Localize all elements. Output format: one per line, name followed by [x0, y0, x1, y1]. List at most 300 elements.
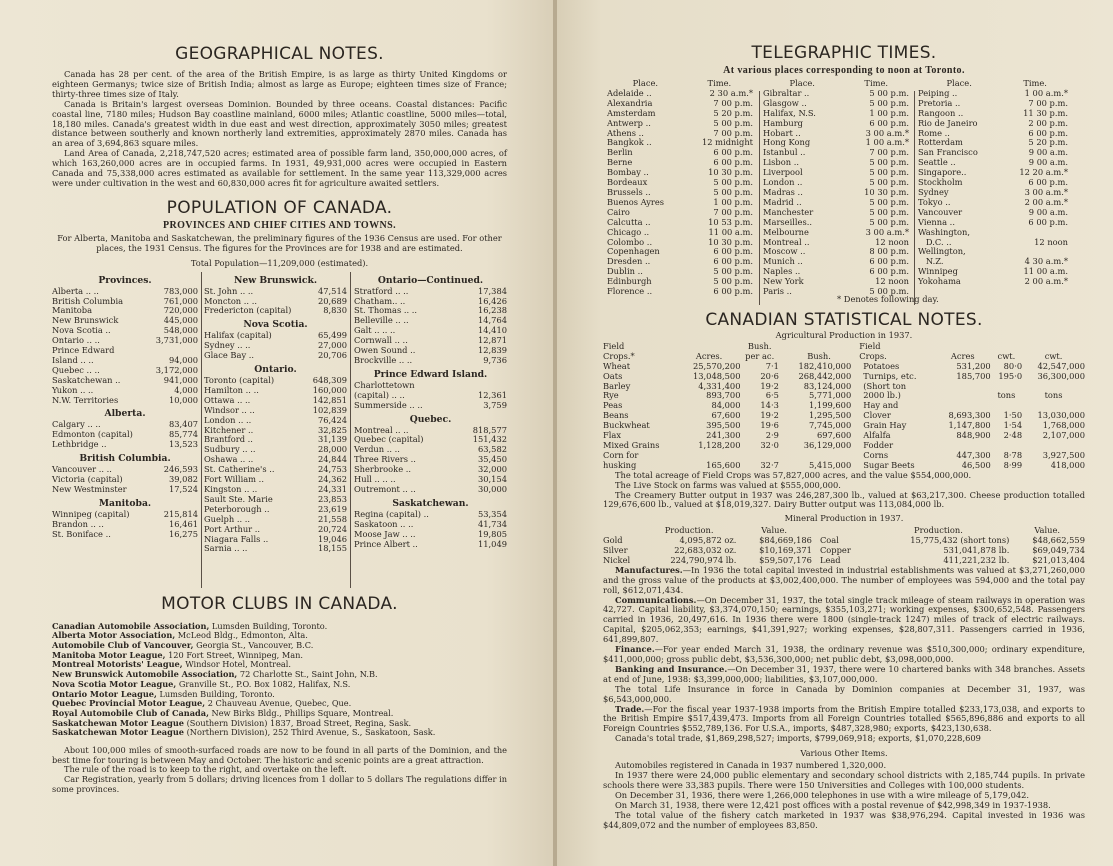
- population-value: 13,523: [168, 439, 198, 450]
- population-value: 8,830: [323, 305, 347, 316]
- mineral-cell: 15,775,432 (short tons): [910, 535, 1010, 546]
- place-name: Moose Jaw .. ..: [354, 528, 416, 539]
- place-name: Charlottetown: [354, 379, 415, 390]
- geographical-title: GEOGRAPHICAL NOTES.: [175, 44, 384, 64]
- place-name: Lethbridge ..: [52, 439, 107, 450]
- place-name: Ottawa .. ..: [204, 394, 251, 405]
- place-name: Summerside .. ..: [354, 399, 423, 410]
- agri-header-cell: Acres: [950, 350, 975, 361]
- population-value: 151,432: [472, 434, 507, 445]
- agri-header-cell: Crops.*: [603, 350, 635, 361]
- telegraph-time: 5 00 p.m.: [869, 206, 909, 217]
- place-name: Winnipeg (capital): [52, 508, 130, 519]
- population-row: [204, 306, 347, 316]
- agri-cell: 395,500: [706, 420, 741, 431]
- telegraph-place: Bangkok ..: [607, 137, 652, 148]
- place-name: St. Catherine's ..: [204, 464, 275, 475]
- place-name: Brantford ..: [204, 434, 253, 445]
- telegraphic-times: [603, 43, 1085, 307]
- agri-note: The Live Stock on farms was valued at $555,000,000.: [615, 479, 841, 490]
- mineral-cell: $21,013,404: [1032, 554, 1085, 565]
- mineral-header-cell: Production.: [664, 525, 714, 536]
- motor-note: Car Registration, yearly from 5 dollars; driving licences from 1 dollar to 5 dollars The regulations differ in some provinces.: [52, 774, 507, 794]
- telegraph-time: 12 midnight: [701, 137, 753, 148]
- agri-cell: 185,700: [956, 370, 991, 381]
- telegraph-time: 5 20 p.m.: [1028, 137, 1068, 148]
- agri-cell: 13,030,000: [1037, 410, 1085, 421]
- statistics-paragraph: [603, 566, 1085, 596]
- agri-cell: Mixed Grains: [603, 439, 660, 450]
- telegraph-time: 5 00 p.m.: [713, 186, 753, 197]
- telegraph-place: Lisbon ..: [763, 157, 799, 168]
- telegraph-place: Bordeaux: [607, 177, 648, 188]
- motor-club-address: Granville St., P.O. Box 1082, Halifax, N.S.: [176, 678, 351, 689]
- population-value: 16,238: [477, 305, 507, 316]
- region-heading: New Brunswick.: [233, 274, 318, 286]
- agri-cell: 1,147,800: [948, 420, 991, 431]
- population-title: POPULATION OF CANADA.: [166, 197, 393, 218]
- place-name: St. Thomas .. ..: [354, 305, 418, 316]
- agri-cell: 46,500: [961, 459, 991, 470]
- mineral-cell: 22,683,032 oz.: [674, 545, 737, 556]
- population-value: 16,275: [168, 528, 198, 539]
- telegraph-time: 12 noon: [1034, 236, 1068, 247]
- agri-cell: 8,693,300: [948, 410, 991, 421]
- mineral-cell: $59,507,176: [759, 554, 812, 565]
- place-name: Saskatoon .. ..: [354, 518, 414, 529]
- agri-cell: 2·48: [1003, 430, 1023, 441]
- place-name: Yukon .. ..: [52, 384, 94, 395]
- agri-header-cell: Bush.: [747, 340, 772, 351]
- region-heading: Alberta.: [104, 408, 146, 420]
- telegraph-place: Winnipeg: [918, 266, 958, 277]
- place-name: Sydney .. ..: [204, 340, 251, 351]
- population-value: 23,619: [317, 503, 347, 514]
- agri-cell: Rye: [603, 390, 619, 401]
- agri-cell: Corn for: [603, 449, 639, 460]
- population-value: 17,384: [477, 285, 507, 296]
- geographical-notes: [52, 44, 507, 189]
- geo-paragraph: Canada has 28 per cent. of the area of the British Empire, is as large as thirty United Kingdoms or eighteen Germanys; twice size of British India; almost as large as Europe; eighteen times size of France; thirty-three times size of Italy.: [52, 69, 507, 99]
- telegraph-time: 12 noon: [875, 236, 909, 247]
- telegraph-time: 6 00 p.m.: [869, 266, 909, 277]
- telegraph-place: Rotterdam: [918, 137, 963, 148]
- agri-cell: Alfalfa: [863, 430, 891, 441]
- paragraph-lead: Manufactures.: [615, 564, 683, 575]
- telegraph-place: Hobart ..: [763, 127, 801, 138]
- motor-note: About 100,000 miles of smooth-surfaced roads are now to be found in all parts of the Dominion, and the best time for touring is between May and October. The historic and scenic points are a great attraction.: [52, 745, 507, 765]
- telegraph-time: 7 00 p.m.: [713, 127, 753, 138]
- population-value: 14,410: [477, 325, 507, 336]
- telegraph-time: 5 00 p.m.: [869, 87, 909, 98]
- telegraph-time: 1 00 p.m.: [713, 196, 753, 207]
- mineral-cell: Silver: [603, 545, 628, 556]
- agri-cell: 241,300: [706, 430, 741, 441]
- telegraph-time: 5 00 p.m.: [869, 167, 909, 178]
- population-section: [52, 198, 507, 590]
- other-item: Automobiles registered in Canada in 1937 numbered 1,320,000.: [615, 760, 887, 771]
- paragraph-lead: Finance.: [615, 644, 655, 655]
- region-heading: Provinces.: [98, 274, 152, 286]
- mineral-cell: 224,790,974 lb.: [670, 554, 737, 565]
- telegraph-place: Dublin ..: [607, 266, 643, 277]
- agri-cell: Potatoes: [863, 360, 900, 371]
- statistics-paragraph: [603, 645, 1085, 665]
- population-value: 83,407: [168, 419, 198, 430]
- place-name: Fort William ..: [204, 474, 264, 485]
- population-value: 783,000: [163, 285, 198, 296]
- motor-club-address: McLeod Bldg., Edmonton, Alta.: [175, 630, 308, 641]
- motor-club-name: Saskatchewan Motor League: [52, 717, 184, 728]
- population-section-heading: [204, 272, 347, 287]
- telegraph-place: Munich ..: [763, 256, 803, 267]
- place-name: Regina (capital) ..: [354, 508, 429, 519]
- statistics-paragraph: [603, 596, 1085, 646]
- telegraph-place: Brussels ..: [607, 186, 651, 197]
- telegraph-time: 4 30 a.m.*: [1024, 256, 1068, 267]
- motor-clubs-section: [52, 594, 507, 795]
- population-row: [52, 440, 198, 450]
- telegraph-place: Vancouver: [918, 206, 963, 217]
- telegraph-time: 12 noon: [875, 276, 909, 287]
- agri-cell: Beans: [603, 410, 629, 421]
- statistics-paragraph: [603, 665, 1085, 685]
- place-name: Oshawa .. ..: [204, 454, 254, 465]
- motor-club-address: New Birks Bldg., Phillips Square, Montreal.: [208, 707, 394, 718]
- population-value: 85,774: [168, 429, 198, 440]
- other-item: On December 31, 1936, there were 1,266,000 telephones in use with a wire mileage of 5,179,042.: [615, 789, 1030, 800]
- telegraph-time: 6 00 p.m.: [869, 256, 909, 267]
- motor-club-name: Quebec Provincial Motor League,: [52, 698, 206, 709]
- paragraph-text: Canada's total trade, $1,869,298,527; imports, $799,069,918; exports, $1,070,228,609: [615, 733, 981, 744]
- telegraph-time: 2 00 p.m.: [1028, 117, 1068, 128]
- motor-club-address: Windsor Hotel, Montreal.: [182, 659, 292, 670]
- agri-note: The Creamery Butter output in 1937 was 246,287,300 lb., valued at $63,217,300. Cheese production totalled 129,676,600 lb., valued at $18,019,327. Dairy Butter output was 113,084,000 lb.: [603, 489, 1085, 510]
- motor-club-address: Lumsden Building, Toronto.: [209, 620, 328, 631]
- region-heading: Saskatchewan.: [392, 497, 469, 509]
- telegraph-time: 6 00 p.m.: [1028, 216, 1068, 227]
- telegraph-place: Peiping ..: [918, 87, 958, 98]
- place-name: London .. ..: [204, 414, 252, 425]
- telegraph-time: 10 30 p.m.: [864, 186, 909, 197]
- population-value: 3,172,000: [155, 364, 198, 375]
- geo-paragraph: Land Area of Canada, 2,218,747,520 acres; estimated area of possible farm land, 350,000,000 acres, of which 163,260,000 acres are in occupied farms. In 1931, 49,931,000 acres were occupied in Eastern Canada and 75,338,000 acres estimated as available for settlement. In the same year 113,329,000 acres were under cultivation in the west and 60,830,000 acres fit for agriculture awaited settlers.: [52, 148, 507, 188]
- place-header: Place.: [632, 78, 659, 88]
- population-value: 102,839: [312, 404, 347, 415]
- agri-cell: 36,300,000: [1037, 370, 1085, 381]
- region-heading: Nova Scotia.: [243, 319, 308, 331]
- place-name: Stratford .. ..: [354, 285, 409, 296]
- telegraphic-title: TELEGRAPHIC TIMES.: [751, 43, 937, 63]
- agri-cell: Hay and: [863, 400, 899, 411]
- agri-cell: 165,600: [706, 459, 741, 470]
- motor-club-address: 2 Chauveau Avenue, Quebec, Que.: [205, 698, 352, 709]
- place-name: Sarnia .. ..: [204, 543, 248, 554]
- agri-cell: 1,199,600: [809, 400, 852, 411]
- telegraph-time: 5 00 p.m.: [869, 157, 909, 168]
- telegraph-time: 6 00 p.m.: [713, 147, 753, 158]
- place-header: Place.: [946, 78, 972, 88]
- place-name: Port Arthur ..: [204, 523, 261, 534]
- agri-header-cell: Bush.: [807, 350, 831, 361]
- telegraph-place: Rome ..: [918, 127, 950, 138]
- mineral-header-cell: Value.: [761, 525, 788, 536]
- mineral-table: [603, 526, 1085, 566]
- agri-header-cell: Acres.: [695, 350, 723, 361]
- motor-club-name: Montreal Motorists' League,: [52, 659, 183, 670]
- place-name: Glace Bay ..: [204, 350, 255, 361]
- telegraph-place: Melbourne: [763, 226, 809, 237]
- place-name: Sudbury .. ..: [204, 444, 256, 455]
- population-row: [204, 544, 347, 554]
- population-value: 11,049: [477, 538, 507, 549]
- population-value: 3,731,000: [155, 335, 198, 346]
- population-section-heading: [354, 272, 507, 287]
- place-name: Hull .. .. ..: [354, 474, 396, 485]
- agri-cell: Barley: [603, 380, 631, 391]
- agri-title: Agricultural Production in 1937.: [775, 330, 913, 340]
- telegraph-time: 2 00 a.m.*: [1024, 276, 1068, 287]
- mineral-cell: $69,049,734: [1032, 545, 1085, 556]
- population-section-heading: [354, 366, 507, 381]
- agri-cell: 25,570,200: [692, 360, 741, 371]
- population-value: 19,805: [477, 528, 507, 539]
- telegraph-time: 3 00 a.m.*: [865, 226, 909, 237]
- motor-club-name: Manitoba Motor League,: [52, 649, 166, 660]
- agri-cell: 418,000: [1050, 459, 1085, 470]
- agri-cell: 2000 lb.): [863, 390, 901, 401]
- agri-cell: tons: [997, 390, 1016, 401]
- agri-cell: 268,442,000: [798, 370, 852, 381]
- agri-cell: 195·0: [998, 370, 1023, 381]
- population-value: 35,450: [477, 454, 507, 465]
- agri-cell: 1,128,200: [698, 439, 741, 450]
- population-value: 94,000: [168, 354, 198, 365]
- telegraph-place: San Francisco: [918, 147, 978, 158]
- agri-cell: Peas: [603, 400, 623, 411]
- place-name: Victoria (capital): [52, 474, 123, 485]
- telegraph-time: 10 53 p.m.: [708, 216, 753, 227]
- telegraph-footnote: * Denotes following day.: [837, 294, 939, 304]
- agri-note: The total acreage of Field Crops was 57,827,000 acres, and the value $554,000,000.: [615, 469, 972, 480]
- agri-cell: 83,124,000: [803, 380, 852, 391]
- telegraph-row: [607, 228, 755, 238]
- agri-cell: 42,547,000: [1037, 360, 1085, 371]
- agri-header-cell: Crops.: [859, 350, 887, 361]
- motor-club-address: Georgia St., Vancouver, B.C.: [193, 640, 314, 650]
- telegraph-time: 11 00 a.m.: [708, 226, 753, 237]
- place-name: Toronto (capital): [204, 375, 275, 386]
- population-column-right: [354, 272, 507, 550]
- paragraph-lead: Banking and Insurance.: [615, 663, 728, 674]
- telegraph-place: Copenhagen: [607, 246, 660, 257]
- telegraph-place: Colombo ..: [607, 236, 653, 247]
- agri-cell: 13,048,500: [692, 370, 741, 381]
- motor-clubs-title: MOTOR CLUBS IN CANADA.: [161, 593, 398, 614]
- population-row: [354, 485, 507, 495]
- place-name: St. Boniface ..: [52, 528, 111, 539]
- telegraph-time: 5 20 p.m.: [713, 107, 753, 118]
- agri-cell: 697,600: [816, 430, 852, 441]
- agri-cell: Fodder: [863, 439, 894, 450]
- population-value: 21,558: [317, 513, 347, 524]
- telegraph-place: Edinburgh: [607, 276, 652, 287]
- telegraph-time: 8 00 p.m.: [869, 246, 909, 257]
- telegraph-place: Montreal ..: [763, 236, 810, 247]
- place-name: Guelph .. ..: [204, 513, 251, 524]
- paragraph-text: —For year ended March 31, 1938, the ordinary revenue was $510,300,000; ordinary expenditure, $411,000,000; gross public debt, $3,536,300,000; net public debt, $3,098,000,000.: [603, 644, 1085, 664]
- population-value: 30,000: [477, 484, 507, 494]
- agri-cell: 32·0: [760, 439, 779, 450]
- place-name: Saskatchewan ..: [52, 374, 121, 385]
- place-name: Windsor .. ..: [204, 404, 255, 415]
- population-value: 23,853: [317, 493, 347, 504]
- place-name: Fredericton (capital): [204, 305, 292, 316]
- agri-cell: 19·2: [760, 380, 779, 391]
- telegraph-time: 5 00 p.m.: [713, 177, 753, 188]
- telegraph-row: [607, 287, 755, 297]
- telegraph-place: Berne: [607, 157, 633, 168]
- place-name: British Columbia: [52, 295, 124, 306]
- population-value: 720,000: [163, 305, 198, 316]
- telegraph-time: 1 00 a.m.*: [865, 137, 909, 148]
- telegraph-row: [918, 228, 1070, 238]
- right-page: [557, 0, 1113, 866]
- region-heading: Manitoba.: [98, 497, 152, 509]
- telegraph-place: Athens ..: [607, 127, 644, 138]
- population-value: 17,524: [168, 484, 198, 494]
- place-name: Nova Scotia ..: [52, 325, 111, 336]
- population-row: [52, 530, 198, 540]
- population-value: 941,000: [163, 374, 198, 385]
- place-name: Montreal .. ..: [354, 424, 409, 435]
- time-header: Time.: [1023, 78, 1047, 88]
- geo-paragraph: Canada is Britain's largest overseas Dominion. Bounded by three oceans. Coastal distances: Pacific coastal line, 7180 miles; Hudson Bay coastline mainland, 6000 miles; Atlantic coastline, 5000 miles—total, 18,180 miles. Canada's greatest width in due east and west direction, approximately 3050 miles; greatest distance between southerly and known northerly land extremities, approximately 2870 miles. Canada has an area of 3,694,863 square miles.: [52, 98, 507, 149]
- population-value: 32,000: [477, 464, 507, 475]
- population-value: 14,764: [477, 315, 507, 326]
- telegraph-column: [607, 79, 755, 297]
- population-value: 31,139: [317, 434, 347, 445]
- telegraph-time: 1 00 p.m.: [869, 107, 909, 118]
- telegraph-time: 5 00 p.m.: [713, 117, 753, 128]
- motor-club-name: Nova Scotia Motor League,: [52, 678, 177, 689]
- telegraph-place: Marseilles..: [763, 216, 812, 227]
- agri-cell: 8·78: [1003, 449, 1023, 460]
- population-value: 3,759: [483, 399, 507, 410]
- telegraph-time: 5 00 p.m.: [869, 97, 909, 108]
- telegraph-place: Yokohama: [918, 276, 961, 287]
- place-name: Kingston .. ..: [204, 484, 258, 494]
- motor-club-address: 72 Charlotte St., Saint John, N.B.: [237, 669, 378, 680]
- motor-club-entry: [52, 728, 507, 738]
- agri-cell: husking: [603, 459, 637, 470]
- telegraph-place: Istanbul ..: [763, 147, 806, 158]
- telegraph-place: Amsterdam: [607, 107, 656, 118]
- population-value: 445,000: [163, 315, 198, 326]
- population-value: 20,689: [317, 295, 347, 306]
- telegraph-time: 10 30 p.m.: [708, 236, 753, 247]
- place-name: Verdun .. ..: [354, 444, 400, 455]
- population-section-heading: [52, 495, 198, 510]
- motor-club-name: Canadian Automobile Association,: [52, 620, 210, 631]
- telegraph-place: Vienna ..: [918, 216, 955, 227]
- place-name: New Brunswick: [52, 315, 119, 326]
- agri-cell: 3,927,500: [1042, 449, 1085, 460]
- place-name: Halifax (capital): [204, 330, 272, 341]
- statistics-paragraph: [603, 705, 1085, 735]
- population-section-heading: [52, 272, 198, 287]
- motor-club-name: Alberta Motor Association,: [52, 630, 176, 641]
- agri-cell: 20·6: [760, 370, 779, 381]
- population-row: [354, 356, 507, 366]
- telegraph-time: 12 20 a.m.*: [1019, 167, 1068, 178]
- motor-club-address: Lumsden Building, Toronto.: [156, 688, 275, 699]
- left-page: [0, 0, 553, 866]
- place-name: Three Rivers ..: [354, 454, 416, 465]
- telegraph-place: Calcutta ..: [607, 216, 651, 227]
- population-value: 20,706: [317, 350, 347, 361]
- telegraph-time: 3 00 a.m.*: [865, 127, 909, 138]
- agri-cell: Oats: [603, 370, 623, 381]
- agri-header-cell: cwt.: [1044, 350, 1063, 361]
- telegraph-place: D.C. ..: [918, 236, 952, 247]
- telegraph-time: 5 00 p.m.: [869, 177, 909, 188]
- population-value: 16,426: [477, 295, 507, 306]
- telegraph-place: Antwerp ..: [607, 117, 651, 128]
- mineral-cell: $84,669,186: [759, 535, 812, 546]
- place-name: Galt .. .. ..: [354, 325, 396, 336]
- place-name: Edmonton (capital): [52, 429, 133, 440]
- agri-cell: tons: [1044, 390, 1063, 401]
- agri-cell: Grain Hay: [863, 420, 907, 431]
- telegraph-time: 5 00 p.m.: [713, 266, 753, 277]
- mineral-cell: Lead: [819, 554, 841, 565]
- agri-cell: 80·0: [1003, 360, 1023, 371]
- population-row: [354, 287, 507, 297]
- telegraph-time: 6 00 p.m.: [713, 256, 753, 267]
- place-name: Calgary .. ..: [52, 419, 101, 430]
- telegraph-place: Seattle ..: [918, 157, 956, 168]
- place-name: Vancouver .. ..: [52, 464, 112, 475]
- population-value: 65,499: [317, 330, 347, 341]
- mineral-cell: 411,221,232 lb.: [943, 554, 1010, 565]
- telegraph-place: Moscow ..: [763, 246, 806, 257]
- telegraph-time: 7 00 p.m.: [713, 206, 753, 217]
- population-value: 32,825: [317, 424, 347, 435]
- telegraph-time: 5 00 p.m.: [713, 276, 753, 287]
- telegraph-place: Adelaide ..: [607, 87, 652, 98]
- population-value: 24,844: [317, 454, 347, 465]
- population-value: 63,582: [477, 444, 507, 455]
- motor-club-address: (Southern Division) 1837, Broad Street, Regina, Sask.: [183, 717, 412, 728]
- telegraph-row: [918, 277, 1070, 287]
- agri-cell: 5,415,000: [809, 459, 852, 470]
- place-name: N.W. Territories: [52, 394, 119, 405]
- motor-club-name: Royal Automobile Club of Canada,: [52, 707, 209, 718]
- motor-club-name: New Brunswick Automobile Association,: [52, 669, 238, 680]
- agri-cell: 32·7: [760, 459, 779, 470]
- column-divider: [759, 91, 760, 305]
- population-row: [204, 287, 347, 297]
- telegraph-place: Gibraltar ..: [763, 87, 810, 98]
- agri-cell: 531,200: [956, 360, 991, 371]
- place-name: Ontario .. ..: [52, 335, 100, 346]
- time-header: Time.: [707, 78, 732, 88]
- agri-cell: Flax: [603, 430, 622, 441]
- statistical-title: CANADIAN STATISTICAL NOTES.: [705, 310, 983, 330]
- telegraph-place: Naples ..: [763, 266, 801, 277]
- agri-cell: [935, 382, 991, 392]
